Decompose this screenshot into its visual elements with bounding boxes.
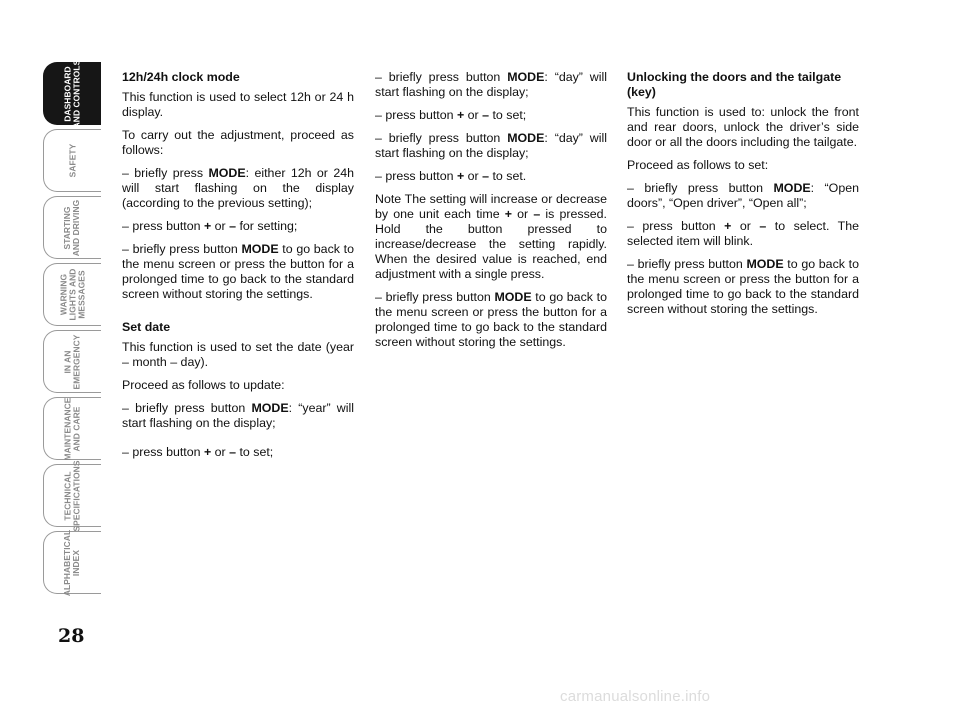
paragraph: This function is used to select 12h or 24 h display. (122, 90, 354, 119)
paragraph: – briefly press button MODE: “day” will start flashing on the display; (375, 131, 607, 160)
watermark-footer: carmanualsonline.info (560, 688, 711, 705)
tab-in-an-emergency[interactable] (43, 330, 101, 393)
paragraph: Proceed as follows to update: (122, 378, 285, 392)
tab-safety[interactable] (43, 129, 101, 192)
tab-label: DASHBOARD AND CONTROLS (62, 59, 82, 128)
paragraph: This function is used to set the date (year – month – day). (122, 340, 354, 369)
tab-warning-lights[interactable] (43, 263, 101, 326)
paragraph: – press button + or – for setting; (122, 219, 298, 233)
tab-maintenance-and-care[interactable] (43, 397, 101, 460)
paragraph: – press button + or – to set. (375, 169, 527, 183)
paragraph: – press button + or – to set; (375, 108, 527, 122)
tab-label: TECHNICAL SPECIFICATIONS (62, 459, 82, 532)
paragraph: – briefly press button MODE to go back to the menu screen or press the button for a prolonged time to go back to the standard screen without storing the settings. (627, 257, 859, 316)
column-3 (627, 70, 859, 325)
section-heading: 12h/24h clock mode (122, 70, 240, 84)
paragraph: – briefly press button MODE to go back to the menu screen or press the button for a prolonged time to go back to the standard screen without storing the settings. (375, 290, 607, 349)
page-number: 28 (58, 625, 85, 647)
tab-label: IN AN EMERGENCY (62, 334, 82, 389)
section-heading: Unlocking the doors and the tailgate (key) (627, 70, 842, 99)
tab-dashboard-and-controls[interactable] (43, 59, 101, 128)
note-paragraph: Note The setting will increase or decrease by one unit each time + or – is pressed. Hold the button pressed to increase/decrease the setting rapidly. When the desired value is reached, end adjustment with a single press. (375, 192, 608, 281)
column-1 (122, 70, 354, 468)
paragraph: – press button + or – to set; (122, 445, 274, 459)
paragraph: – briefly press button MODE: “year” will start flashing on the display; (122, 401, 354, 430)
paragraph: This function is used to: unlock the front and rear doors, unlock the driver’s side door or all the doors including the tailgate. (627, 105, 859, 149)
paragraph: – briefly press button MODE: “day” will start flashing on the display; (375, 70, 607, 99)
tab-label: STARTING AND DRIVING (62, 199, 82, 256)
paragraph: To carry out the adjustment, proceed as follows: (122, 128, 354, 157)
tab-alphabetical-index[interactable] (43, 531, 101, 594)
paragraph: – briefly press MODE: either 12h or 24h will start flashing on the display (according to the previous setting); (122, 166, 354, 210)
tab-label: WARNING LIGHTS AND MESSAGES (58, 268, 86, 321)
tab-label: SAFETY (66, 143, 77, 178)
tab-label: ALPHABETICAL INDEX (62, 529, 82, 596)
paragraph: – briefly press button MODE: “Open doors”, “Open driver”, “Open all”; (627, 181, 859, 210)
tab-label: MAINTENANCE AND CARE (62, 397, 82, 460)
tab-technical-specifications[interactable] (43, 459, 101, 532)
paragraph: – press button + or – to select. The selected item will blink. (627, 219, 859, 248)
paragraph: Proceed as follows to set: (627, 158, 769, 172)
column-2 (375, 70, 607, 358)
tab-starting-and-driving[interactable] (43, 196, 101, 259)
section-heading: Set date (122, 320, 171, 334)
paragraph: – briefly press button MODE to go back to the menu screen or press the button for a prolonged time to go back to the standard screen without storing the settings. (122, 242, 354, 301)
